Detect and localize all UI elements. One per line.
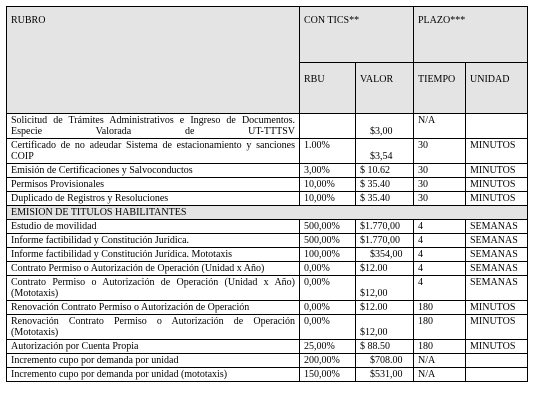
tiempo-cell: 180 [414, 301, 466, 315]
valor-cell: $ 35.40 [356, 192, 414, 206]
rubro-cell: Solicitud de Trámites Administrativos e Ingreso de Documentos. Especie Valorada de UT-TTTSV [7, 114, 300, 139]
rubro-cell: Autorización por Cuenta Propia [7, 340, 300, 354]
rubro-cell: Contrato Permiso o Autorización de Operación (Unidad x Año) [7, 262, 300, 276]
fee-row [7, 220, 528, 234]
unidad-cell [466, 114, 528, 139]
unidad-cell: MINUTOS [466, 192, 528, 206]
fee-table [6, 6, 528, 382]
unidad-cell: MINUTOS [466, 139, 528, 164]
rbu-cell: 100,00% [300, 248, 356, 262]
unidad-cell: MINUTOS [466, 340, 528, 354]
rubro-cell: Renovación Contrato Permiso o Autorización de Operación [7, 301, 300, 315]
valor-cell: $3,54 [356, 139, 414, 164]
rbu-cell: 0,00% [300, 276, 356, 301]
tiempo-cell: 180 [414, 340, 466, 354]
tiempo-cell: 4 [414, 234, 466, 248]
unidad-cell: MINUTOS [466, 164, 528, 178]
tiempo-cell: N/A [414, 354, 466, 368]
fee-row [7, 234, 528, 248]
rbu-cell: 200,00% [300, 354, 356, 368]
header-plazo: PLAZO*** [414, 7, 528, 63]
valor-cell: $ 35.40 [356, 178, 414, 192]
unidad-cell: MINUTOS [466, 315, 528, 340]
valor-cell: $531,00 [356, 368, 414, 382]
fee-row [7, 114, 528, 139]
tiempo-cell: 30 [414, 192, 466, 206]
rbu-cell: 500,00% [300, 220, 356, 234]
valor-cell: $12,00 [356, 276, 414, 301]
unidad-cell: SEMANAS [466, 276, 528, 301]
rbu-cell [300, 114, 356, 139]
tiempo-cell: N/A [414, 114, 466, 139]
tiempo-cell: 4 [414, 248, 466, 262]
valor-cell: $12.00 [356, 262, 414, 276]
header-rubro: RUBRO [7, 7, 300, 114]
tiempo-cell: N/A [414, 368, 466, 382]
rubro-cell: Estudio de movilidad [7, 220, 300, 234]
rbu-cell: 0,00% [300, 262, 356, 276]
section-row [7, 206, 528, 220]
rubro-cell: Informe factibilidad y Constitución Jurídica. Mototaxis [7, 248, 300, 262]
header-valor: VALOR [356, 63, 414, 114]
rbu-cell: 10,00% [300, 192, 356, 206]
tiempo-cell: 30 [414, 139, 466, 164]
unidad-cell [466, 368, 528, 382]
tiempo-cell: 4 [414, 276, 466, 301]
rbu-cell: 10,00% [300, 178, 356, 192]
tiempo-cell: 180 [414, 315, 466, 340]
rbu-cell: 25,00% [300, 340, 356, 354]
valor-cell: $1.770,00 [356, 234, 414, 248]
rbu-cell: 0,00% [300, 301, 356, 315]
rbu-cell: 3,00% [300, 164, 356, 178]
unidad-cell: SEMANAS [466, 262, 528, 276]
valor-cell: $354,00 [356, 248, 414, 262]
valor-cell: $ 88.50 [356, 340, 414, 354]
rubro-cell: Certificado de no adeudar Sistema de estacionamiento y sanciones COIP [7, 139, 300, 164]
tiempo-cell: 30 [414, 178, 466, 192]
fee-row [7, 301, 528, 315]
header-rbu: RBU [300, 63, 356, 114]
rubro-cell: Incremento cupo por demanda por unidad (mototaxis) [7, 368, 300, 382]
fee-row [7, 354, 528, 368]
rubro-cell: Duplicado de Registros y Resoluciones [7, 192, 300, 206]
fee-row [7, 139, 528, 164]
unidad-cell: SEMANAS [466, 248, 528, 262]
valor-cell: $3,00 [356, 114, 414, 139]
fee-row [7, 192, 528, 206]
header-row-1 [7, 7, 528, 63]
rubro-cell: Emisión de Certificaciones y Salvoconductos [7, 164, 300, 178]
fee-row [7, 368, 528, 382]
unidad-cell: MINUTOS [466, 178, 528, 192]
rbu-cell: 500,00% [300, 234, 356, 248]
rubro-cell: Incremento cupo por demanda por unidad [7, 354, 300, 368]
unidad-cell: MINUTOS [466, 301, 528, 315]
header-tiempo: TIEMPO [414, 63, 466, 114]
header-unidad: UNIDAD [466, 63, 528, 114]
header-con-tics: CON TICS** [300, 7, 414, 63]
tiempo-cell: 30 [414, 164, 466, 178]
rbu-cell: 150,00% [300, 368, 356, 382]
rubro-cell: Permisos Provisionales [7, 178, 300, 192]
fee-row [7, 164, 528, 178]
fee-row [7, 262, 528, 276]
valor-cell: $708.00 [356, 354, 414, 368]
fee-row [7, 178, 528, 192]
tiempo-cell: 4 [414, 262, 466, 276]
valor-cell: $ 10.62 [356, 164, 414, 178]
fee-row [7, 315, 528, 340]
tiempo-cell: 4 [414, 220, 466, 234]
valor-cell: $12,00 [356, 315, 414, 340]
rubro-cell: Renovación Contrato Permiso o Autorización de Operación (Mototaxis) [7, 315, 300, 340]
section-title: EMISION DE TITULOS HABILITANTES [7, 206, 528, 220]
fee-row [7, 340, 528, 354]
unidad-cell: SEMANAS [466, 234, 528, 248]
fee-row [7, 276, 528, 301]
valor-cell: $12.00 [356, 301, 414, 315]
rubro-cell: Informe factibilidad y Constitución Jurídica. [7, 234, 300, 248]
rubro-cell: Contrato Permiso o Autorización de Operación (Unidad x Año) (Mototaxis) [7, 276, 300, 301]
rbu-cell: 0,00% [300, 315, 356, 340]
unidad-cell [466, 354, 528, 368]
rbu-cell: 1.00% [300, 139, 356, 164]
fee-row [7, 248, 528, 262]
valor-cell: $1.770,00 [356, 220, 414, 234]
unidad-cell: SEMANAS [466, 220, 528, 234]
